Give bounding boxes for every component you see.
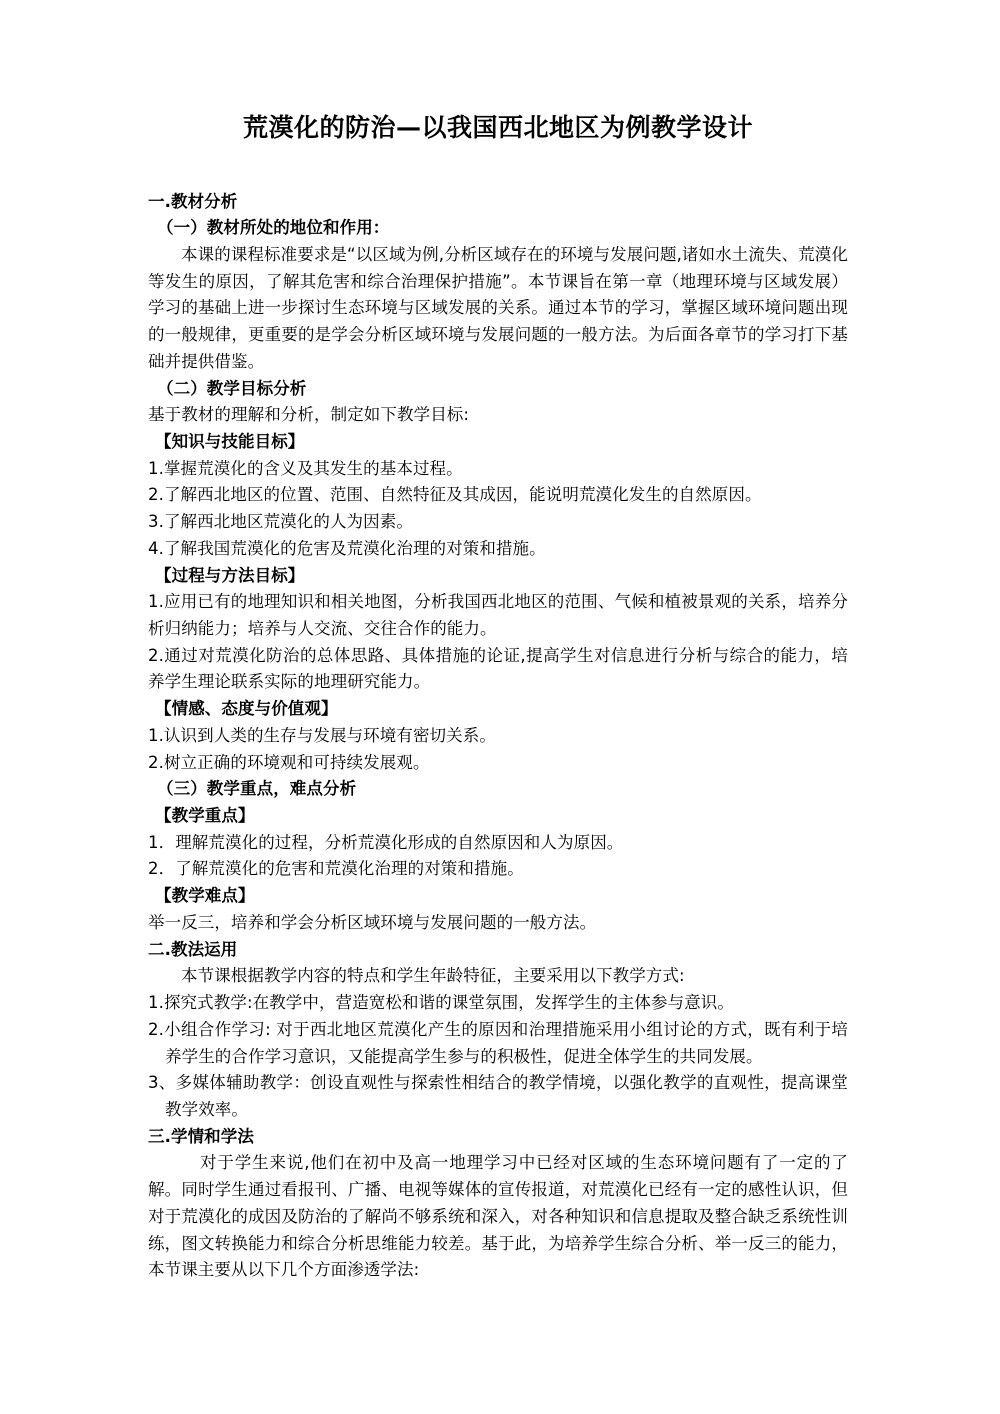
paragraph-objectives-lead: 基于教材的理解和分析，制定如下教学目标: (148, 405, 470, 425)
section-heading-2: 二.教法运用 (148, 939, 238, 959)
document-content (148, 112, 848, 1284)
group-heading-knowledge-skills: 【知识与技能目标】 (155, 431, 305, 451)
section-heading-1: 一.教材分析 (148, 191, 238, 211)
section-heading-3: 三.学情和学法 (148, 1126, 254, 1146)
subsection-heading-1-1: （一）教材所处的地位和作用： (157, 218, 390, 238)
list-item: 2.小组合作学习: 对于西北地区荒漠化产生的原因和治理措施采用小组讨论的方式，既有利于培养学生的合作学习意识，又能提高学生参与的积极性，促进全体学生的共同发展。 (148, 1019, 848, 1066)
group-heading-emotion-attitude-values: 【情感、态度与价值观】 (155, 699, 338, 719)
list-item: 1.应用已有的地理知识和相关地图，分析我国西北地区的范围、气候和植被景观的关系，培养分析归纳能力；培养与人交流、交往合作的能力。 (148, 592, 848, 638)
paragraph-difficult-points: 举一反三，培养和学会分析区域环境与发展问题的一般方法。 (148, 912, 597, 932)
group-heading-difficult-points: 【教学难点】 (155, 886, 255, 906)
list-item: 2.了解西北地区的位置、范围、自然特征及其成因，能说明荒漠化发生的自然原因。 (148, 485, 762, 505)
list-item: 4.了解我国荒漠化的危害及荒漠化治理的对策和措施。 (148, 538, 546, 558)
list-item: 3、多媒体辅助教学：创设直观性与探索性相结合的教学情境，以强化教学的直观性，提高课堂教学效率。 (148, 1073, 848, 1119)
list-item: 1．理解荒漠化的过程，分析荒漠化形成的自然原因和人为原因。 (148, 832, 624, 852)
list-item: 2.通过对荒漠化防治的总体思路、具体措施的论证,提高学生对信息进行分析与综合的能力，培养学生理论联系实际的地理研究能力。 (148, 645, 848, 692)
paragraph-methods-lead: 本节课根据教学内容的特点和学生年龄特征，主要采用以下教学方式: (181, 966, 685, 986)
group-heading-process-method: 【过程与方法目标】 (155, 565, 305, 585)
list-item: 1.认识到人类的生存与发展与环境有密切关系。 (148, 725, 496, 745)
subsection-heading-1-3: （三）教学重点，难点分析 (157, 779, 357, 799)
list-item: 2.树立正确的环境观和可持续发展观。 (148, 752, 430, 772)
list-item: 2．了解荒漠化的危害和荒漠化治理的对策和措施。 (148, 859, 524, 879)
group-heading-key-points: 【教学重点】 (155, 806, 255, 826)
list-item: 3.了解西北地区荒漠化的人为因素。 (148, 512, 413, 532)
subsection-heading-1-2: （二）教学目标分析 (157, 378, 307, 398)
paragraph-teaching-material-role: 本课的课程标准要求是“以区域为例,分析区域存在的环境与发展问题,诸如水土流失、荒漠化等发生的原因，了解其危害和综合治理保护措施”。本节课旨在第一章（地理环境与区域发展）学习的基础上进一步探讨生态环境与区域发展的关系。通过本节的学习，掌握区域环境问题出现的一般规律，更重要的是学会分析区域环境与发展问题的一般方法。为后面各章节的学习打下基础并提供借鉴。 (148, 244, 848, 371)
paragraph-student-situation: 对于学生来说,他们在初中及高一地理学习中已经对区域的生态环境问题有了一定的了解。同时学生通过看报刊、广播、电视等媒体的宣传报道，对荒漠化已经有一定的感性认识，但对于荒漠化的成因及防治的了解尚不够系统和深入，对各种知识和信息提取及整合缺乏系统性训练，图文转换能力和综合分析思维能力较差。基于此，为培养学生综合分析、举一反三的能力，本节课主要从以下几个方面渗透学法: (148, 1153, 848, 1280)
list-item: 1.探究式教学:在教学中，营造宽松和谐的课堂氛围，发挥学生的主体参与意识。 (148, 993, 735, 1013)
list-item: 1.掌握荒漠化的含义及其发生的基本过程。 (148, 458, 463, 478)
page-title: 荒漠化的防治—以我国西北地区为例教学设计 (242, 113, 753, 142)
